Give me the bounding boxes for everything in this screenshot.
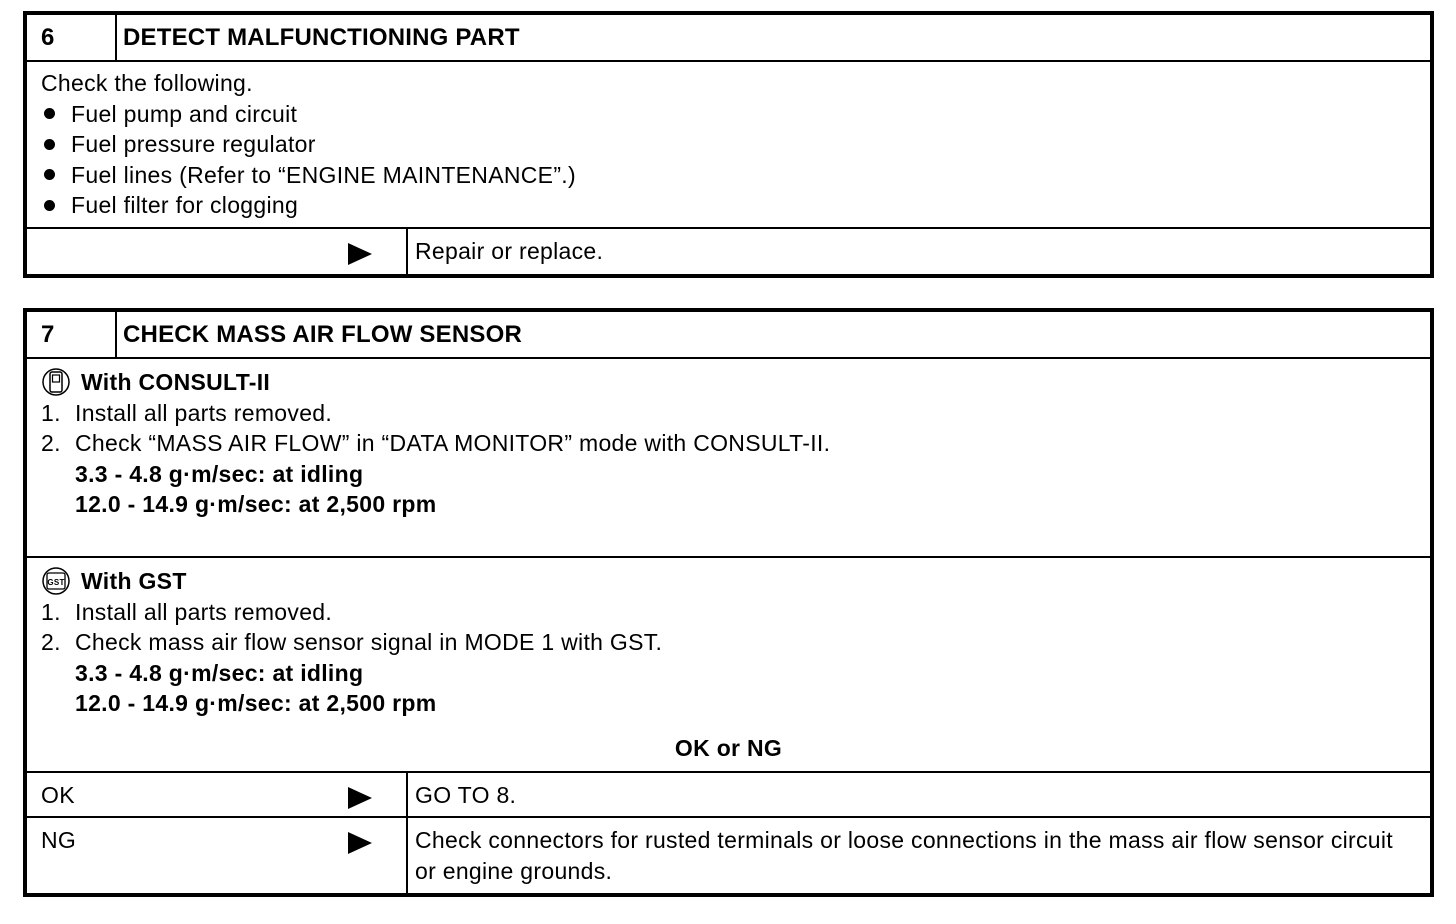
consult-heading-text: With CONSULT-II — [81, 369, 271, 395]
item-number: 1. — [41, 399, 61, 426]
step-6-body — [27, 62, 1430, 227]
step-6-box — [23, 11, 1434, 278]
list-item — [41, 398, 1416, 429]
spec-value: 3.3 - 4.8 g·m/sec: at idling — [75, 460, 364, 487]
intro-text: Check the following. — [41, 70, 253, 96]
list-item — [41, 99, 1416, 130]
bullet-icon — [44, 139, 55, 150]
gst-section — [27, 558, 1430, 771]
svg-text:GST: GST — [47, 578, 65, 588]
list-item — [41, 627, 1416, 658]
item-number: 2. — [41, 430, 61, 456]
list-item — [41, 428, 1416, 459]
consult-icon — [41, 367, 71, 397]
list-item — [41, 190, 1416, 221]
consult-section — [27, 359, 1430, 558]
result-row — [27, 227, 1430, 274]
condition-label: NG — [41, 827, 77, 853]
list-item-text: Fuel pressure regulator — [71, 131, 316, 157]
step-number: 7 — [27, 312, 117, 357]
result-condition — [27, 229, 408, 274]
item-number: 1. — [41, 598, 61, 625]
list-item — [41, 160, 1416, 191]
step-title: DETECT MALFUNCTIONING PART — [123, 24, 520, 51]
item-text: Check “MASS AIR FLOW” in “DATA MONITOR” mode with CONSULT-II. — [75, 430, 831, 456]
step-number: 6 — [27, 15, 117, 60]
result-condition — [27, 818, 408, 893]
result-condition — [27, 773, 408, 816]
item-text: Install all parts removed. — [75, 399, 333, 426]
consult-heading — [41, 367, 1416, 398]
step-6-header — [27, 15, 1430, 62]
result-action: Repair or replace. — [415, 238, 604, 264]
item-text: Check mass air flow sensor signal in MODE 1 with GST. — [75, 629, 663, 655]
result-row-ok — [27, 771, 1430, 816]
spec-value: 12.0 - 14.9 g·m/sec: at 2,500 rpm — [75, 690, 437, 716]
condition-label: OK — [41, 782, 75, 808]
ok-or-ng-label: OK or NG — [674, 734, 783, 761]
arrow-right-icon — [348, 243, 372, 265]
list-item-text: Fuel filter for clogging — [71, 192, 299, 218]
gst-heading — [41, 566, 1416, 597]
arrow-right-icon — [348, 787, 372, 809]
list-item — [41, 597, 1416, 628]
spec-value: 12.0 - 14.9 g·m/sec: at 2,500 rpm — [75, 491, 437, 517]
list-item — [41, 129, 1416, 160]
list-item-text: Fuel lines (Refer to “ENGINE MAINTENANCE”.) — [71, 161, 576, 188]
spec-value: 3.3 - 4.8 g·m/sec: at idling — [75, 659, 364, 686]
gst-icon — [41, 566, 71, 596]
arrow-right-icon — [348, 832, 372, 854]
step-7-header — [27, 312, 1430, 359]
bullet-icon — [44, 108, 55, 119]
list-item-text: Fuel pump and circuit — [71, 100, 298, 127]
bullet-icon — [44, 169, 55, 180]
bullet-icon — [44, 200, 55, 211]
result-action: Check connectors for rusted terminals or loose connections in the mass air flow sensor circuit or engine grounds. — [415, 827, 1393, 884]
gst-heading-text: With GST — [81, 568, 187, 594]
step-title: CHECK MASS AIR FLOW SENSOR — [123, 321, 522, 348]
step-7-box — [23, 308, 1434, 897]
item-text: Install all parts removed. — [75, 598, 333, 625]
item-number: 2. — [41, 629, 61, 655]
result-action: GO TO 8. — [415, 782, 517, 808]
result-row-ng — [27, 816, 1430, 893]
